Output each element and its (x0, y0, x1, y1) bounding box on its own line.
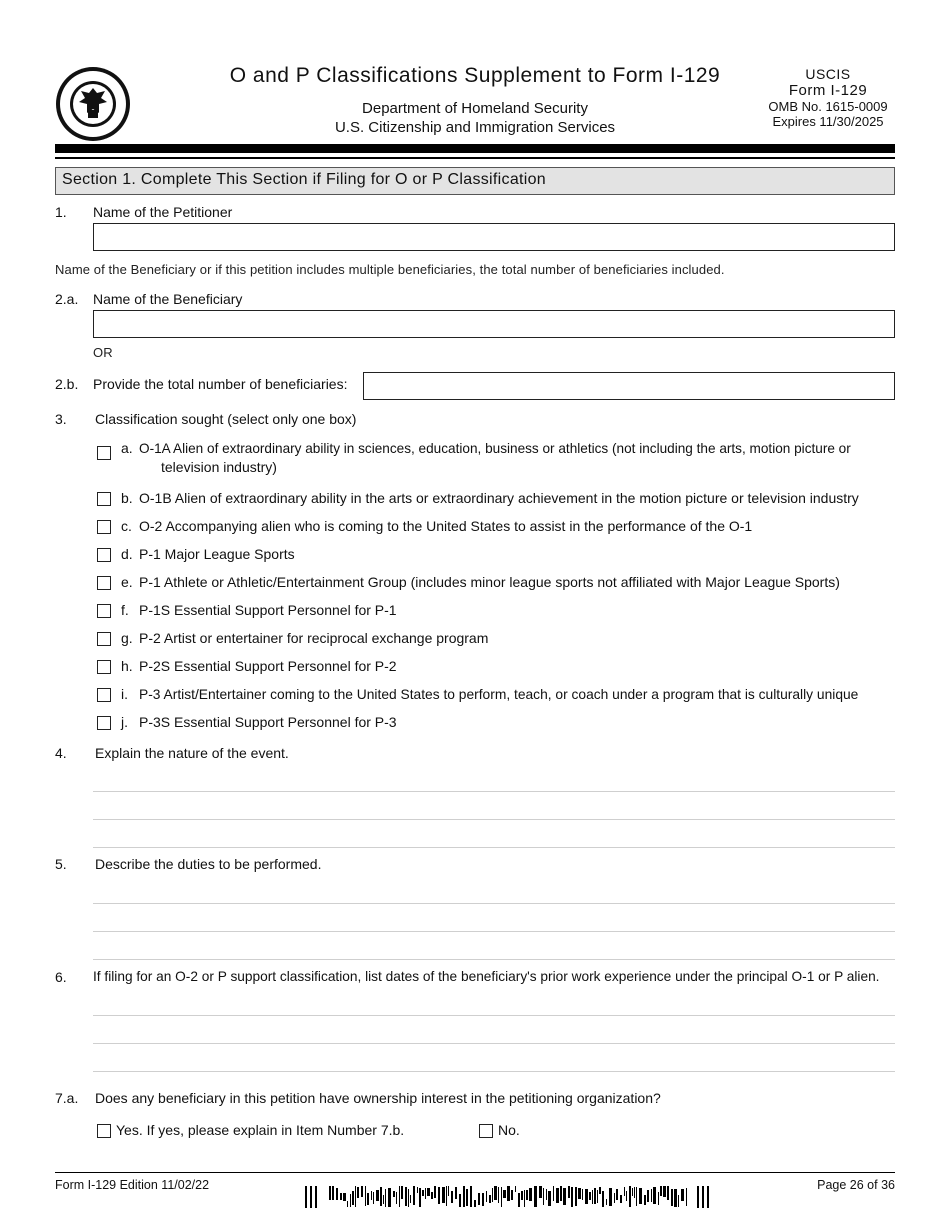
option-o1a-label: O-1A Alien of extraordinary ability in sciences, education, business or athletics (not including the arts, motion picture or (139, 441, 851, 456)
agency-abbr: USCIS (805, 66, 851, 82)
event-nature-line-1[interactable] (93, 791, 895, 792)
ownership-no-label: No. (498, 1122, 520, 1138)
checkbox-p3s[interactable] (97, 716, 111, 730)
checkbox-o1b[interactable] (97, 492, 111, 506)
prior-experience-line-1[interactable] (93, 1015, 895, 1016)
beneficiary-count-label: Provide the total number of beneficiaries: (93, 376, 348, 392)
form-number: Form I-129 (788, 82, 868, 99)
q2a-number: 2.a. (55, 291, 79, 307)
checkbox-p1-major-league[interactable] (97, 548, 111, 562)
checkbox-p2[interactable] (97, 632, 111, 646)
checkbox-o1a[interactable] (97, 446, 111, 460)
petitioner-name-label: Name of the Petitioner (93, 204, 233, 220)
ownership-yes-checkbox[interactable] (97, 1124, 111, 1138)
barcode-image (305, 1186, 713, 1208)
prior-experience-line-2[interactable] (93, 1043, 895, 1044)
beneficiary-note: Name of the Beneficiary or if this petition includes multiple beneficiaries, the total number of beneficiaries included. (55, 262, 725, 277)
q3-number: 3. (55, 411, 67, 427)
q4-number: 4. (55, 745, 67, 761)
checkbox-p1s[interactable] (97, 604, 111, 618)
q7a-number: 7.a. (55, 1090, 79, 1106)
option-letter-a: a. (121, 440, 133, 456)
footer-divider (55, 1172, 895, 1173)
petitioner-name-input[interactable] (93, 223, 895, 251)
option-o2-label: O-2 Accompanying alien who is coming to the United States to assist in the performance of the O-1 (139, 518, 753, 534)
section-1-header (55, 167, 895, 195)
duties-line-1[interactable] (93, 903, 895, 904)
option-p1-athlete-label: P-1 Athlete or Athletic/Entertainment Group (includes minor league sports not affiliated with Major League Sports) (139, 574, 840, 590)
checkbox-p2s[interactable] (97, 660, 111, 674)
dhs-seal-logo (55, 66, 131, 142)
ownership-no-checkbox[interactable] (479, 1124, 493, 1138)
option-p2s-label: P-2S Essential Support Personnel for P-2 (139, 658, 397, 674)
duties-label: Describe the duties to be performed. (95, 856, 322, 872)
option-letter-c: c. (121, 518, 132, 534)
classification-label: Classification sought (select only one box) (95, 411, 357, 427)
option-p1s-label: P-1S Essential Support Personnel for P-1 (139, 602, 397, 618)
event-nature-line-3[interactable] (93, 847, 895, 848)
event-nature-line-2[interactable] (93, 819, 895, 820)
q5-number: 5. (55, 856, 67, 872)
duties-line-2[interactable] (93, 931, 895, 932)
option-letter-d: d. (121, 546, 133, 562)
option-letter-e: e. (121, 574, 133, 590)
q6-number: 6. (55, 969, 67, 985)
option-letter-j: j. (121, 714, 128, 730)
event-nature-label: Explain the nature of the event. (95, 745, 289, 761)
option-p1-major-league-label: P-1 Major League Sports (139, 546, 295, 562)
prior-experience-label: If filing for an O-2 or P support classification, list dates of the beneficiary's prior work experience under the principal O-1 or P alien. (93, 969, 880, 984)
option-o1b-label: O-1B Alien of extraordinary ability in the arts or extraordinary achievement in the motion picture or television industry (139, 490, 859, 506)
checkbox-o2[interactable] (97, 520, 111, 534)
checkbox-p1-athlete[interactable] (97, 576, 111, 590)
expiration-date: Expires 11/30/2025 (772, 114, 884, 129)
form-title: O and P Classifications Supplement to Form I-129 (229, 64, 721, 87)
page-number: Page 26 of 36 (817, 1178, 895, 1192)
ownership-yes-label: Yes. If yes, please explain in Item Number 7.b. (116, 1122, 405, 1138)
beneficiary-name-label: Name of the Beneficiary (93, 291, 243, 307)
q2b-number: 2.b. (55, 376, 79, 392)
ownership-label: Does any beneficiary in this petition have ownership interest in the petitioning organization? (95, 1090, 661, 1106)
header-divider-thick (55, 144, 895, 153)
option-o1a-label-cont: television industry) (161, 459, 277, 475)
checkbox-p3[interactable] (97, 688, 111, 702)
option-letter-g: g. (121, 630, 133, 646)
section-1-title: Section 1. Complete This Section if Filing for O or P Classification (62, 171, 547, 188)
form-edition: Form I-129 Edition 11/02/22 (55, 1178, 210, 1192)
duties-line-3[interactable] (93, 959, 895, 960)
q1-number: 1. (55, 204, 67, 220)
option-letter-b: b. (121, 490, 133, 506)
option-p3-label: P-3 Artist/Entertainer coming to the United States to perform, teach, or coach under a program that is culturally unique (139, 687, 859, 702)
beneficiary-name-input[interactable] (93, 310, 895, 338)
header-divider-thin (55, 157, 895, 159)
option-p3s-label: P-3S Essential Support Personnel for P-3 (139, 714, 397, 730)
agency-subname: U.S. Citizenship and Immigration Services (334, 119, 616, 136)
omb-number: OMB No. 1615-0009 (768, 99, 888, 114)
prior-experience-line-3[interactable] (93, 1071, 895, 1072)
option-letter-f: f. (121, 602, 129, 618)
option-letter-h: h. (121, 658, 133, 674)
header-right-block (748, 66, 908, 129)
option-p2-label: P-2 Artist or entertainer for reciprocal exchange program (139, 630, 489, 646)
agency-name: Department of Homeland Security (362, 100, 588, 117)
option-letter-i: i. (121, 686, 128, 702)
or-text: OR (93, 345, 113, 360)
beneficiary-count-input[interactable] (363, 372, 895, 400)
